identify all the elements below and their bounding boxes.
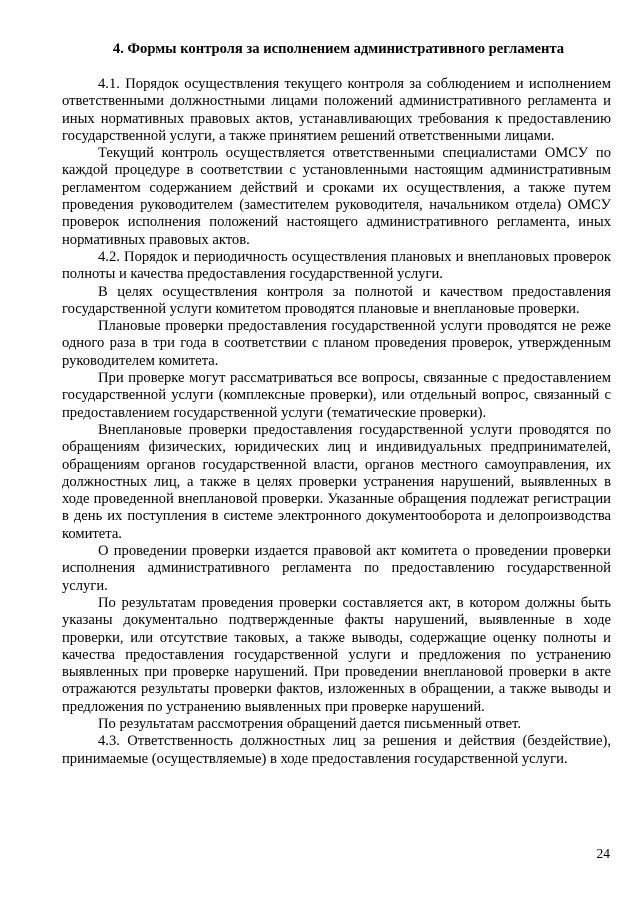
- section-heading: 4. Формы контроля за исполнением административного регламента: [112, 41, 565, 57]
- page-number: 24: [596, 846, 610, 861]
- paragraph-4-1: 4.1. Порядок осуществления текущего контроля за соблюдением и исполнением ответственными должностными лицами положений административного регламента и иных нормативных правовых актов, устанавливающих требования к предоставлению государственной услуги, а также принятием решений ответственными лицами.: [62, 76, 611, 144]
- paragraph-current-control: Текущий контроль осуществляется ответственными специалистами ОМСУ по каждой процедуре в соответствии с установленными настоящим административным регламентом содержанием действий и сроками их осуществления, а также путем проведения руководителем (заместителем руководителя, начальником отдела) ОМСУ проверок исполнения положений настоящего административного регламента, иных нормативных правовых актов.: [62, 145, 611, 248]
- paragraph-unplanned-checks: Внеплановые проверки предоставления государственной услуги проводятся по обращениям физических, юридических лиц и индивидуальных предпринимателей, обращениям органов государственной власти, органов местного самоуправления, их должностных лиц, а также в целях проверки устранения нарушений, выявленных в ходе проведенной внеплановой проверки. Указанные обращения подлежат регистрации в день их поступления в системе электронного документооборота и делопроизводства комитета.: [62, 421, 611, 542]
- paragraph-check-questions: При проверке могут рассматриваться все вопросы, связанные с предоставлением государственной услуги (комплексные проверки), или отдельный вопрос, связанный с предоставлением государственной услуги (тематические проверки).: [62, 370, 611, 421]
- document-page: [62, 40, 611, 768]
- paragraph-written-answer: По результатам рассмотрения обращений дается письменный ответ.: [98, 715, 521, 732]
- paragraph-planned-checks: Плановые проверки предоставления государственной услуги проводятся не реже одного раза в три года в соответствии с планом проведения проверок, утвержденным руководителем комитета.: [62, 318, 611, 369]
- paragraph-4-2: 4.2. Порядок и периодичность осуществления плановых и внеплановых проверок полноты и качества предоставления государственной услуги.: [62, 248, 611, 283]
- paragraph-control-purpose: В целях осуществления контроля за полнотой и качеством предоставления государственной услуги комитетом проводятся плановые и внеплановые проверки.: [62, 283, 611, 317]
- paragraph-4-3: 4.3. Ответственность должностных лиц за решения и действия (бездействие), принимаемые (осуществляемые) в ходе предоставления государственной услуги.: [62, 733, 611, 767]
- paragraph-check-results: По результатам проведения проверки составляется акт, в котором должны быть указаны документально подтвержденные факты нарушений, выявленные в ходе проверки, или отсутствие таковых, а также выводы, содержащие оценку полноты и качества предоставления государственной услуги и предложения по устранению выявленных при проверке нарушений. При проведении внеплановой проверки в акте отражаются результаты проверки фактов, изложенных в обращении, а также выводы и предложения по устранению выявленных при проверке нарушений.: [62, 594, 611, 715]
- paragraph-legal-act: О проведении проверки издается правовой акт комитета о проведении проверки исполнения административного регламента по предоставлению государственной услуги.: [62, 543, 611, 594]
